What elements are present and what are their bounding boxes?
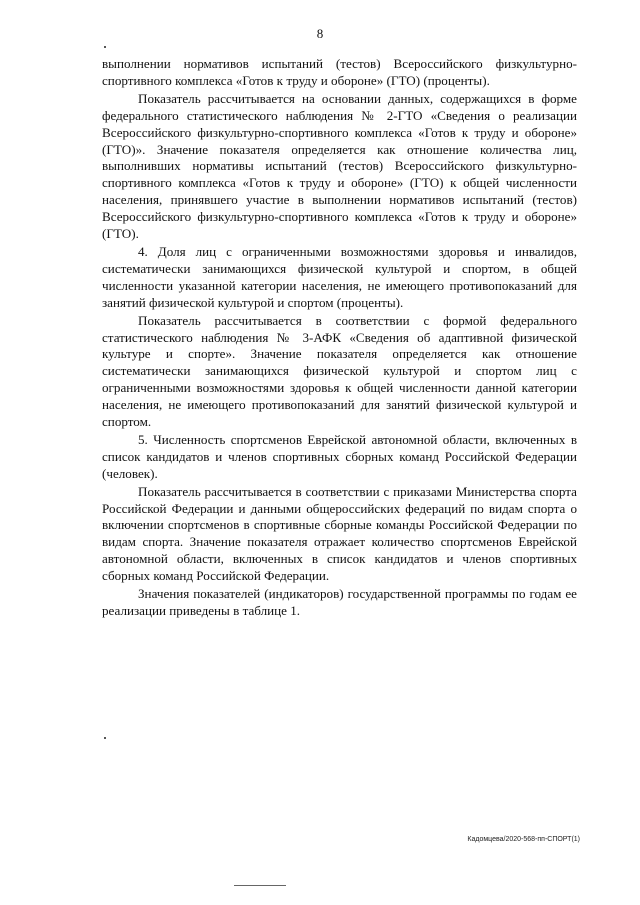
paragraph-continuation: выполнении нормативов испытаний (тестов) Всероссийского физкультурно-спортивного комплекса «Готов к труду и обороне» (ГТО) (проценты). [102,56,577,88]
document-body [102,56,577,621]
document-code: Кадомцева/2020-568-пп-СПОРТ(1) [467,836,580,843]
scan-dot [104,737,106,739]
paragraph-afk-calculation: Показатель рассчитывается в соответствии с формой федерального статистического наблюдения № 3-АФК «Сведения об адаптивной физической культуре и спорте». Значение показателя определяется как отношение систематически занимающихся физической культурой и спортом лиц с ограниченными возможностями здоровья к общей численности данной категории населения, не имеющего противопоказаний для занятий физической культурой и спортом. [102,312,577,430]
page-number: 8 [316,26,324,41]
paragraph-athletes-calculation: Показатель рассчитывается в соответствии с приказами Министерства спорта Российской Федерации и данными общероссийских федераций по видам спорта о включении спортсменов в спортивные сборные команды Российской Федерации по видам спорта. Значение показателя отражает количество спортсменов Еврейской автономной области, включенных в список кандидатов и членов спортивных сборных команд Российской Федерации. [102,483,577,584]
paragraph-table-reference: Значения показателей (индикаторов) государственной программы по годам ее реализации приведены в таблице 1. [102,586,577,618]
scan-line [234,885,286,886]
scan-dot [104,46,106,48]
paragraph-indicator-5: 5. Численность спортсменов Еврейской автономной области, включенных в список кандидатов и членов спортивных сборных команд Российской Федерации (человек). [102,431,577,481]
paragraph-indicator-4: 4. Доля лиц с ограниченными возможностями здоровья и инвалидов, систематически занимающихся физической культурой и спортом, в общей численности указанной категории населения, не имеющего противопоказаний для занятий физической культурой и спортом (проценты). [102,243,577,310]
paragraph-gto-calculation: Показатель рассчитывается на основании данных, содержащихся в форме федерального статистического наблюдения № 2-ГТО «Сведения о реализации Всероссийского физкультурно-спортивного комплекса «Готов к труду и обороне» (ГТО)». Значение показателя определяется как отношение количества лиц, выполнивших нормативы испытаний (тестов) Всероссийского физкультурно-спортивного комплекса «Готов к труду и обороне» (ГТО) к общей численности населения, принявшего участие в выполнении нормативов испытаний (тестов) Всероссийского физкультурно-спортивного комплекса «Готов к труду и обороне» (ГТО). [102,90,577,242]
